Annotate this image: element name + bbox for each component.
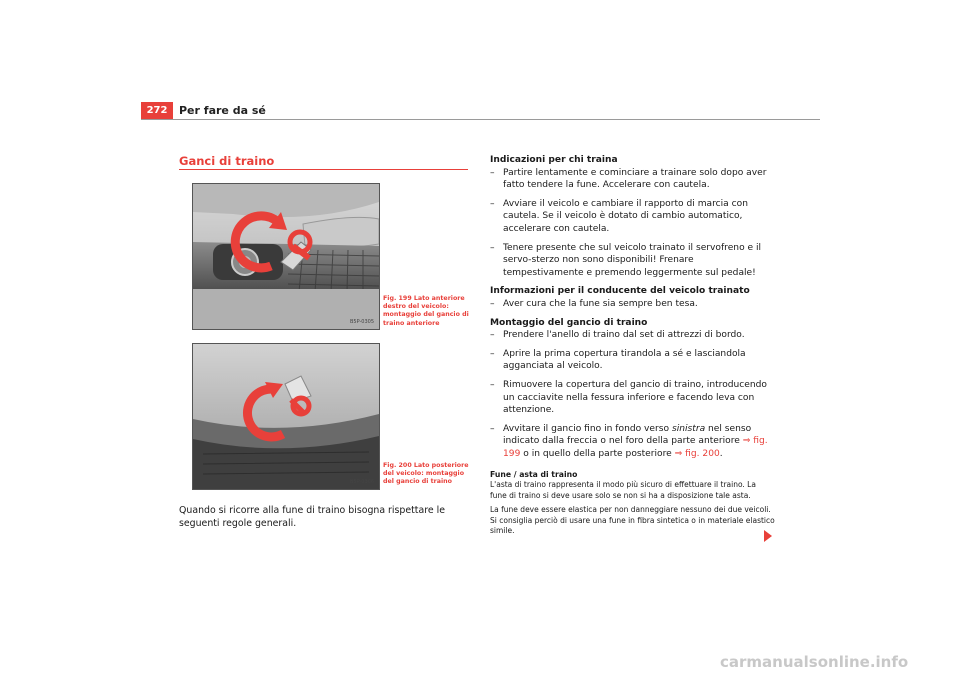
- list-item: – Partire lentamente e cominciare a trainare solo dopo aver fatto tendere la fune. Accelerare con cautela.: [490, 167, 767, 191]
- subheading-hook-mounting: Montaggio del gancio di traino: [490, 317, 648, 328]
- intro-paragraph: Quando si ricorre alla fune di traino bisogna rispettare le seguenti regole generali.: [179, 505, 445, 529]
- list-item: – Avviare il veicolo e cambiare il rapporto di marcia con cautela. Se il veicolo è dotato di cambio automatico, accelerare con cautela.: [490, 198, 748, 234]
- subheading-tow-rope: Fune / asta di traino: [490, 470, 578, 480]
- section-towing-vehicle: [490, 154, 775, 279]
- list-item: – Rimuovere la copertura del gancio di traino, introducendo un cacciavite nella fessura inferiore e facendo leva con attenzione.: [490, 379, 767, 416]
- subheading-towing-vehicle: Indicazioni per chi traina: [490, 155, 618, 165]
- subheading-towed-vehicle: Informazioni per il conducente del veicolo trainato: [490, 286, 750, 297]
- figure-200-code: B5P-0306: [349, 479, 374, 485]
- list-item: – Avvitare il gancio fino in fondo verso sinistra nel senso indicato dalla freccia o nel foro della parte anteriore ⇒ fig. 199 o in quello della parte posteriore ⇒ fig. 200.: [490, 423, 768, 459]
- tow-rope-paragraph-1: L'asta di traino rappresenta il modo più sicuro di effettuare il traino. La fune di traino si deve usare solo se non si ha a disposizione tale asta.: [490, 480, 756, 500]
- section-title: Ganci di traino: [179, 154, 275, 168]
- list-item: – Aver cura che la fune sia sempre ben tesa.: [490, 298, 698, 309]
- list-item: – Tenere presente che sul veicolo trainato il servofreno e il servo-sterzo non sono disponibili! Frenare tempestivamente e premendo leggermente sul pedale!: [490, 242, 762, 278]
- right-column: [490, 154, 775, 541]
- section-towed-vehicle: [490, 285, 775, 310]
- continue-arrow-icon: [764, 530, 772, 542]
- page-header-title: Per fare da sé: [179, 104, 266, 117]
- list-item: – Aprire la prima copertura tirandola a sé e lasciandola agganciata al veicolo.: [490, 348, 746, 372]
- figure-199-image: [192, 183, 380, 330]
- section-divider: [179, 169, 468, 170]
- page-number: 272: [141, 102, 173, 119]
- figure-200-caption: Fig. 200 Lato posteriore del veicolo: montaggio del gancio di traino: [383, 462, 469, 486]
- tow-rope-paragraph-2: La fune deve essere elastica per non danneggiare nessuno dei due veicoli. Si consiglia perciò di usare una fune in fibra sintetica o in materiale elastico simile.: [490, 505, 775, 536]
- footer-watermark: carmanualsonline.info: [720, 653, 909, 671]
- fig-199-link[interactable]: ⇒ fig. 199: [503, 436, 768, 459]
- figure-199-code: B5P-0305: [349, 319, 374, 325]
- header-divider: [141, 119, 820, 120]
- fig-200-link[interactable]: ⇒ fig. 200: [674, 448, 720, 459]
- figure-200-image: [192, 343, 380, 490]
- list-item: – Prendere l'anello di traino dal set di attrezzi di bordo.: [490, 330, 745, 341]
- figure-199-caption: Fig. 199 Lato anteriore destro del veicolo: montaggio del gancio di traino anteriore: [383, 295, 469, 327]
- section-hook-mounting: [490, 317, 775, 461]
